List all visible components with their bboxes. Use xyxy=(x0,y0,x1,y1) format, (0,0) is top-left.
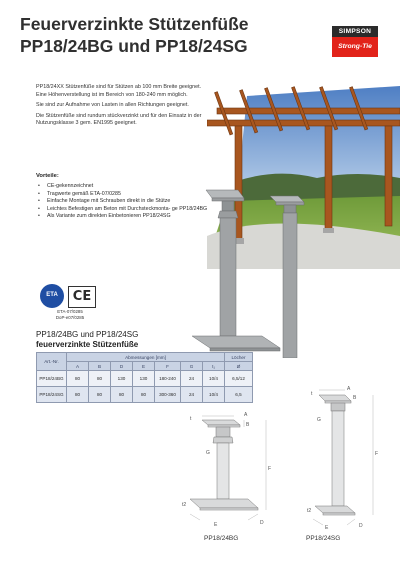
title-line-1: Feuerverzinkte Stützenfüße xyxy=(20,14,249,34)
table-row xyxy=(37,387,253,403)
table-cell: PP18/24SG xyxy=(37,387,67,403)
table-cell: 130 xyxy=(111,371,133,387)
title-line-2: PP18/24BG und PP18/24SG xyxy=(20,36,248,56)
list-item: • Leichtes Befestigen am Beton mit Durchsteckmonta- ge PP18/24BG xyxy=(36,206,216,214)
table-title-line-1: PP18/24BG und PP18/24SG xyxy=(36,330,139,339)
table-row xyxy=(37,371,253,387)
eta-label: ETA xyxy=(46,292,58,298)
table-cell: 80 xyxy=(89,387,111,403)
svg-text:E: E xyxy=(214,522,218,528)
svg-text:E: E xyxy=(325,525,329,530)
svg-text:G: G xyxy=(317,417,321,423)
col-header: E xyxy=(133,362,155,371)
logo-top: SIMPSON xyxy=(332,26,378,37)
svg-text:t2: t2 xyxy=(182,502,187,508)
svg-text:B: B xyxy=(353,395,357,401)
col-header: t₁ xyxy=(203,362,225,371)
table-cell: 10/4 xyxy=(203,387,225,403)
product-render xyxy=(180,178,330,358)
svg-text:F: F xyxy=(268,466,272,472)
svg-text:t: t xyxy=(190,416,192,422)
svg-text:t2: t2 xyxy=(307,508,312,514)
svg-text:t: t xyxy=(311,391,313,397)
table-cell: 24 xyxy=(181,371,203,387)
list-item: • Als Variante zum direkten Einbetonieren PP18/24SG xyxy=(36,213,216,221)
dimensions-table xyxy=(36,352,253,403)
table-cell: 130 xyxy=(133,371,155,387)
table-cell: 300-360 xyxy=(155,387,181,403)
col-header: G xyxy=(181,362,203,371)
table-cell: 6,5 xyxy=(225,387,253,403)
col-group-holes: Löcher xyxy=(225,353,253,362)
svg-text:A: A xyxy=(244,412,248,418)
list-item: • CE-gekennzeichnet xyxy=(36,183,216,191)
ce-mark-icon: CE xyxy=(68,286,96,308)
svg-text:D: D xyxy=(359,523,363,529)
col-header: Ø xyxy=(225,362,253,371)
svg-text:B: B xyxy=(246,422,250,428)
svg-text:A: A xyxy=(347,386,351,392)
svg-text:F: F xyxy=(375,451,379,457)
eta-badge-icon xyxy=(40,284,64,308)
table-cell: 80 xyxy=(89,371,111,387)
table-cell: 10/4 xyxy=(203,371,225,387)
logo-bottom: Strong-Tie xyxy=(332,37,378,57)
col-header: A xyxy=(67,362,89,371)
intro-text xyxy=(36,84,211,131)
col-header: F xyxy=(155,362,181,371)
svg-text:D: D xyxy=(260,520,264,526)
vorteile-heading: Vorteile: xyxy=(36,173,59,179)
table-title xyxy=(36,330,138,350)
table-cell: 80 xyxy=(67,371,89,387)
table-cell: 80 xyxy=(111,387,133,403)
drawing-label-sg: PP18/24SG xyxy=(306,535,341,542)
dop-number: DoP-e07/0285 xyxy=(55,314,85,320)
col-header: D xyxy=(111,362,133,371)
drawing-label-bg: PP18/24BG xyxy=(204,535,239,542)
list-item: • Tragwerte gemäß ETA-07/0285 xyxy=(36,191,216,199)
technical-drawing-bg xyxy=(160,408,280,528)
intro-paragraph: Sie sind zur Aufnahme von Lasten in allen Richtungen geeignet. xyxy=(36,102,189,109)
cert-text xyxy=(50,309,90,320)
table-title-line-2: feuerverzinkte Stützenfüße xyxy=(36,340,139,349)
svg-text:G: G xyxy=(206,450,210,456)
col-header: B xyxy=(89,362,111,371)
simpson-strong-tie-logo xyxy=(332,26,378,57)
list-item: • Einfache Montage mit Schrauben direkt in die Stütze xyxy=(36,198,216,206)
table-cell: 6,5/12 xyxy=(225,371,253,387)
col-group-dimensions: Abmessungen [mm] xyxy=(67,353,225,362)
intro-paragraph: PP18/24XX Stützenfüße sind für Stützen ab 100 mm Breite geeignet. Eine Höhenverstellung ist im Bereich von 180-240 mm möglich. xyxy=(36,84,202,98)
table-cell: 180-240 xyxy=(155,371,181,387)
page-title xyxy=(20,13,320,57)
intro-paragraph: Die Stützenfüße sind rundum stückverzinkt und für den Einsatz in der Nutzungsklasse 3 gem. EN1995 geeignet. xyxy=(36,112,202,127)
table-cell: 80 xyxy=(133,387,155,403)
technical-drawing-sg xyxy=(285,385,385,530)
eta-number: ETA-07/0285 xyxy=(57,309,83,314)
table-cell: 80 xyxy=(67,387,89,403)
table-cell: 24 xyxy=(181,387,203,403)
table-cell: PP18/24BG xyxy=(37,371,67,387)
col-art-header: Art.-Nr. xyxy=(37,353,67,371)
